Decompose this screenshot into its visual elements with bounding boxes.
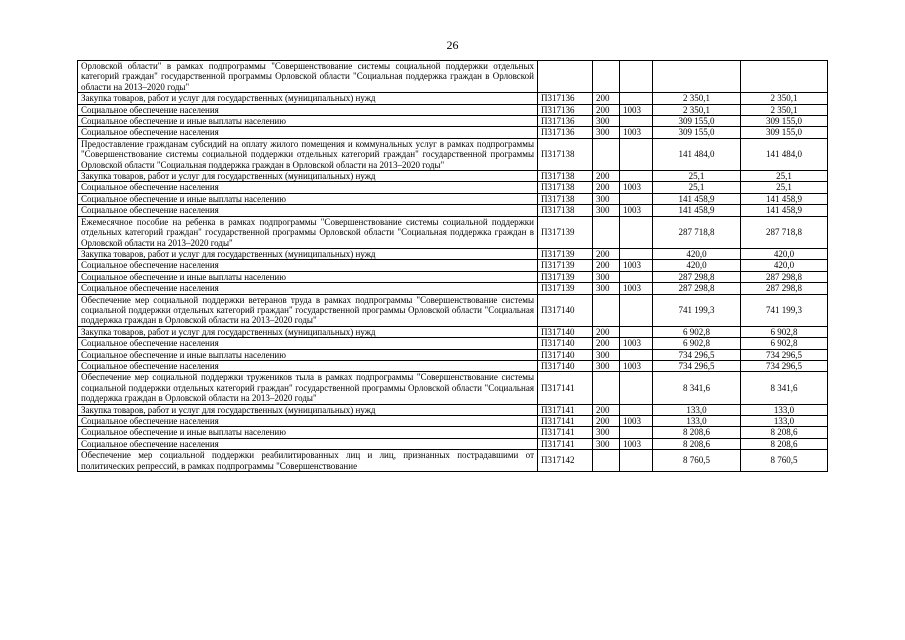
section-code-cell: 1003 — [620, 205, 653, 216]
amount-cell-2: 420,0 — [741, 260, 828, 271]
expense-type-cell — [593, 294, 620, 326]
amount-cell: 734 296,5 — [653, 349, 741, 360]
target-code-cell: П317139 — [538, 216, 593, 248]
target-code-cell: П317136 — [538, 127, 593, 138]
amount-cell-2: 309 155,0 — [741, 116, 828, 127]
amount-cell: 141 458,9 — [653, 193, 741, 204]
amount-cell-2: 741 199,3 — [741, 294, 828, 326]
expense-type-cell: 300 — [593, 116, 620, 127]
section-code-cell — [620, 404, 653, 415]
amount-cell-2: 8 208,6 — [741, 438, 828, 449]
amount-cell-2: 133,0 — [741, 404, 828, 415]
row-name-cell: Закупка товаров, работ и услуг для государственных (муниципальных) нужд — [78, 93, 538, 104]
budget-table — [77, 60, 828, 472]
expense-type-cell: 300 — [593, 360, 620, 371]
amount-cell-2: 734 296,5 — [741, 360, 828, 371]
amount-cell: 6 902,8 — [653, 338, 741, 349]
target-code-cell: П317141 — [538, 416, 593, 427]
amount-cell: 141 458,9 — [653, 205, 741, 216]
expense-type-cell: 200 — [593, 260, 620, 271]
target-code-cell: П317140 — [538, 294, 593, 326]
target-code-cell: П317141 — [538, 404, 593, 415]
table-row — [78, 283, 828, 294]
amount-cell-2: 25,1 — [741, 171, 828, 182]
amount-cell: 8 341,6 — [653, 372, 741, 404]
table-row — [78, 127, 828, 138]
section-code-cell — [620, 193, 653, 204]
row-name-cell: Предоставление гражданам субсидий на оплату жилого помещения и коммунальных услуг в рамках подпрограммы "Совершенствование системы социальной поддержки отдельных категорий граждан" государственной программы Орловской области "Социальная поддержка граждан в Орловской области на 2013–2020 годы" — [78, 138, 538, 170]
table-row — [78, 93, 828, 104]
row-name-cell: Социальное обеспечение и иные выплаты населению — [78, 271, 538, 282]
section-code-cell — [620, 138, 653, 170]
section-code-cell — [620, 171, 653, 182]
expense-type-cell: 300 — [593, 349, 620, 360]
table-row — [78, 193, 828, 204]
amount-cell: 133,0 — [653, 416, 741, 427]
amount-cell-2: 6 902,8 — [741, 338, 828, 349]
section-code-cell: 1003 — [620, 438, 653, 449]
amount-cell-2: 2 350,1 — [741, 93, 828, 104]
row-name-cell: Закупка товаров, работ и услуг для государственных (муниципальных) нужд — [78, 171, 538, 182]
expense-type-cell: 200 — [593, 416, 620, 427]
budget-table-body — [78, 61, 828, 472]
expense-type-cell — [593, 372, 620, 404]
row-name-cell: Закупка товаров, работ и услуг для государственных (муниципальных) нужд — [78, 326, 538, 337]
amount-cell: 133,0 — [653, 404, 741, 415]
amount-cell: 8 208,6 — [653, 427, 741, 438]
target-code-cell: П317138 — [538, 182, 593, 193]
section-code-cell — [620, 294, 653, 326]
row-name-cell: Социальное обеспечение населения — [78, 416, 538, 427]
target-code-cell — [538, 61, 593, 93]
target-code-cell: П317140 — [538, 349, 593, 360]
table-row — [78, 416, 828, 427]
amount-cell: 2 350,1 — [653, 104, 741, 115]
expense-type-cell: 300 — [593, 127, 620, 138]
target-code-cell: П317138 — [538, 171, 593, 182]
target-code-cell: П317138 — [538, 205, 593, 216]
amount-cell — [653, 61, 741, 93]
amount-cell: 309 155,0 — [653, 127, 741, 138]
amount-cell: 8 208,6 — [653, 438, 741, 449]
section-code-cell: 1003 — [620, 182, 653, 193]
table-row — [78, 404, 828, 415]
row-name-cell: Обеспечение мер социальной поддержки тружеников тыла в рамках подпрограммы "Совершенствование системы социальной поддержки отдельных категорий граждан" государственной программы Орловской области "Социальная поддержка граждан в Орловской области на 2013–2020 годы" — [78, 372, 538, 404]
table-row — [78, 271, 828, 282]
expense-type-cell — [593, 450, 620, 472]
expense-type-cell: 300 — [593, 271, 620, 282]
expense-type-cell: 200 — [593, 404, 620, 415]
expense-type-cell — [593, 216, 620, 248]
expense-type-cell: 200 — [593, 326, 620, 337]
row-name-cell: Социальное обеспечение населения — [78, 260, 538, 271]
amount-cell: 8 760,5 — [653, 450, 741, 472]
row-name-cell: Орловской области" в рамках подпрограммы "Совершенствование системы социальной поддержки отдельных категорий граждан" государственной программы Орловской области "Социальная поддержка граждан в Орловской области на 2013–2020 годы" — [78, 61, 538, 93]
section-code-cell: 1003 — [620, 283, 653, 294]
section-code-cell — [620, 450, 653, 472]
amount-cell: 25,1 — [653, 182, 741, 193]
amount-cell: 287 718,8 — [653, 216, 741, 248]
target-code-cell: П317136 — [538, 93, 593, 104]
table-row — [78, 338, 828, 349]
expense-type-cell: 300 — [593, 205, 620, 216]
target-code-cell: П317140 — [538, 338, 593, 349]
row-name-cell: Социальное обеспечение населения — [78, 438, 538, 449]
table-row — [78, 171, 828, 182]
row-name-cell: Социальное обеспечение и иные выплаты населению — [78, 116, 538, 127]
table-row — [78, 427, 828, 438]
target-code-cell: П317140 — [538, 360, 593, 371]
section-code-cell — [620, 349, 653, 360]
target-code-cell: П317140 — [538, 326, 593, 337]
amount-cell-2: 8 760,5 — [741, 450, 828, 472]
target-code-cell: П317141 — [538, 438, 593, 449]
section-code-cell — [620, 271, 653, 282]
target-code-cell: П317141 — [538, 427, 593, 438]
table-row — [78, 138, 828, 170]
table-row — [78, 182, 828, 193]
expense-type-cell: 300 — [593, 283, 620, 294]
row-name-cell: Закупка товаров, работ и услуг для государственных (муниципальных) нужд — [78, 248, 538, 259]
target-code-cell: П317138 — [538, 193, 593, 204]
expense-type-cell: 200 — [593, 171, 620, 182]
row-name-cell: Социальное обеспечение населения — [78, 182, 538, 193]
target-code-cell: П317139 — [538, 271, 593, 282]
section-code-cell — [620, 372, 653, 404]
row-name-cell: Социальное обеспечение населения — [78, 360, 538, 371]
row-name-cell: Социальное обеспечение населения — [78, 127, 538, 138]
table-row — [78, 116, 828, 127]
amount-cell: 287 298,8 — [653, 271, 741, 282]
table-row — [78, 294, 828, 326]
row-name-cell: Социальное обеспечение населения — [78, 104, 538, 115]
expense-type-cell: 200 — [593, 182, 620, 193]
row-name-cell: Обеспечение мер социальной поддержки ветеранов труда в рамках подпрограммы "Совершенствование системы социальной поддержки отдельных категорий граждан" государственной программы Орловской области "Социальная поддержка граждан в Орловской области на 2013–2020 годы" — [78, 294, 538, 326]
expense-type-cell — [593, 61, 620, 93]
amount-cell-2 — [741, 61, 828, 93]
amount-cell: 420,0 — [653, 260, 741, 271]
section-code-cell — [620, 326, 653, 337]
table-row — [78, 360, 828, 371]
section-code-cell: 1003 — [620, 338, 653, 349]
table-row — [78, 104, 828, 115]
page-number: 26 — [446, 38, 459, 52]
table-row — [78, 248, 828, 259]
target-code-cell: П317136 — [538, 116, 593, 127]
table-row — [78, 349, 828, 360]
expense-type-cell: 200 — [593, 104, 620, 115]
target-code-cell: П317136 — [538, 104, 593, 115]
expense-type-cell: 200 — [593, 248, 620, 259]
section-code-cell: 1003 — [620, 104, 653, 115]
amount-cell-2: 141 458,9 — [741, 205, 828, 216]
target-code-cell: П317142 — [538, 450, 593, 472]
section-code-cell — [620, 248, 653, 259]
expense-type-cell — [593, 138, 620, 170]
amount-cell-2: 141 458,9 — [741, 193, 828, 204]
section-code-cell — [620, 61, 653, 93]
expense-type-cell: 200 — [593, 338, 620, 349]
table-row — [78, 61, 828, 93]
row-name-cell: Закупка товаров, работ и услуг для государственных (муниципальных) нужд — [78, 404, 538, 415]
amount-cell-2: 287 718,8 — [741, 216, 828, 248]
row-name-cell: Социальное обеспечение населения — [78, 283, 538, 294]
section-code-cell — [620, 116, 653, 127]
table-row — [78, 216, 828, 248]
amount-cell-2: 287 298,8 — [741, 271, 828, 282]
target-code-cell: П317141 — [538, 372, 593, 404]
table-row — [78, 438, 828, 449]
amount-cell-2: 2 350,1 — [741, 104, 828, 115]
amount-cell-2: 6 902,8 — [741, 326, 828, 337]
amount-cell: 287 298,8 — [653, 283, 741, 294]
expense-type-cell: 200 — [593, 93, 620, 104]
section-code-cell: 1003 — [620, 127, 653, 138]
amount-cell: 6 902,8 — [653, 326, 741, 337]
table-row — [78, 260, 828, 271]
table-row — [78, 450, 828, 472]
amount-cell: 141 484,0 — [653, 138, 741, 170]
target-code-cell: П317139 — [538, 260, 593, 271]
section-code-cell: 1003 — [620, 360, 653, 371]
amount-cell-2: 287 298,8 — [741, 283, 828, 294]
amount-cell: 420,0 — [653, 248, 741, 259]
amount-cell: 2 350,1 — [653, 93, 741, 104]
section-code-cell — [620, 93, 653, 104]
row-name-cell: Социальное обеспечение и иные выплаты населению — [78, 427, 538, 438]
expense-type-cell: 300 — [593, 193, 620, 204]
row-name-cell: Социальное обеспечение и иные выплаты населению — [78, 193, 538, 204]
row-name-cell: Ежемесячное пособие на ребенка в рамках подпрограммы "Совершенствование системы социальной поддержки отдельных категорий граждан" государственной программы Орловской области "Социальная поддержка граждан в Орловской области на 2013–2020 годы" — [78, 216, 538, 248]
row-name-cell: Социальное обеспечение и иные выплаты населению — [78, 349, 538, 360]
amount-cell-2: 309 155,0 — [741, 127, 828, 138]
target-code-cell: П317138 — [538, 138, 593, 170]
table-row — [78, 372, 828, 404]
section-code-cell: 1003 — [620, 260, 653, 271]
amount-cell: 25,1 — [653, 171, 741, 182]
table-row — [78, 326, 828, 337]
amount-cell-2: 133,0 — [741, 416, 828, 427]
row-name-cell: Социальное обеспечение населения — [78, 338, 538, 349]
target-code-cell: П317139 — [538, 248, 593, 259]
target-code-cell: П317139 — [538, 283, 593, 294]
amount-cell: 309 155,0 — [653, 116, 741, 127]
amount-cell: 741 199,3 — [653, 294, 741, 326]
row-name-cell: Социальное обеспечение населения — [78, 205, 538, 216]
amount-cell-2: 8 341,6 — [741, 372, 828, 404]
amount-cell: 734 296,5 — [653, 360, 741, 371]
amount-cell-2: 141 484,0 — [741, 138, 828, 170]
section-code-cell — [620, 427, 653, 438]
amount-cell-2: 25,1 — [741, 182, 828, 193]
amount-cell-2: 8 208,6 — [741, 427, 828, 438]
amount-cell-2: 734 296,5 — [741, 349, 828, 360]
table-row — [78, 205, 828, 216]
row-name-cell: Обеспечение мер социальной поддержки реабилитированных лиц и лиц, признанных пострадавшими от политических репрессий, в рамках подпрограммы "Совершенствование — [78, 450, 538, 472]
expense-type-cell: 300 — [593, 438, 620, 449]
section-code-cell: 1003 — [620, 416, 653, 427]
section-code-cell — [620, 216, 653, 248]
expense-type-cell: 300 — [593, 427, 620, 438]
amount-cell-2: 420,0 — [741, 248, 828, 259]
